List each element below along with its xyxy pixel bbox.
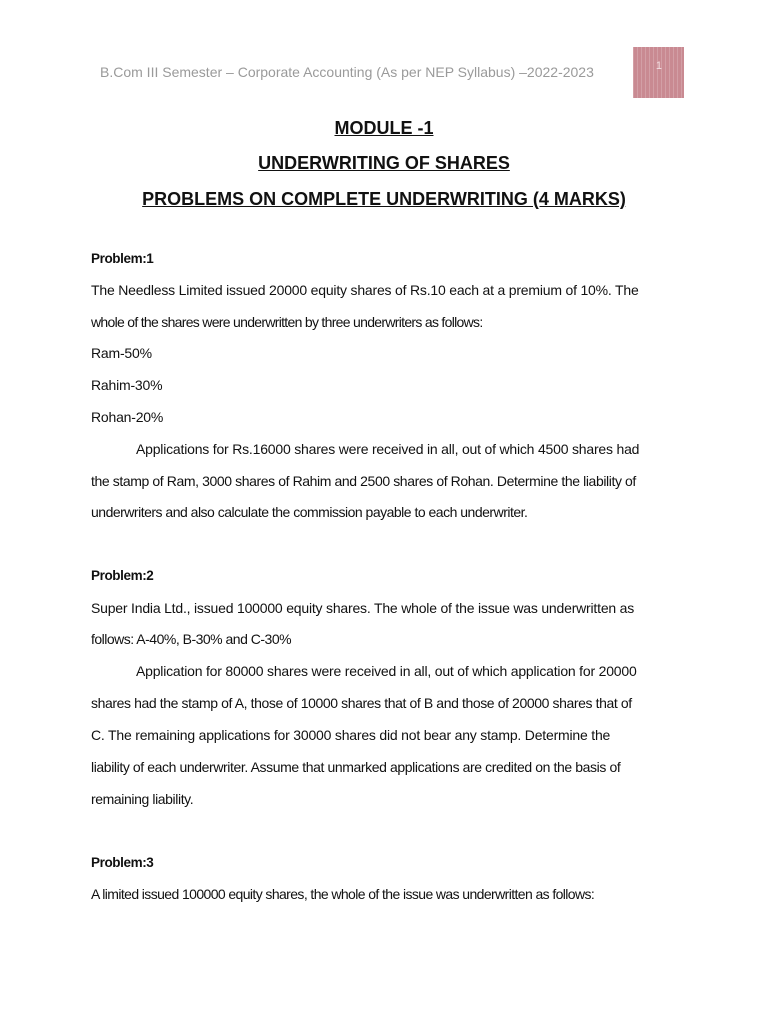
- subtopic-title: PROBLEMS ON COMPLETE UNDERWRITING (4 MARKS): [142, 189, 626, 209]
- problem-2-line: remaining liability.: [91, 791, 194, 807]
- problem-1-heading: Problem:1: [91, 251, 154, 266]
- problem-1-line: The Needless Limited issued 20000 equity shares of Rs.10 each at a premium of 10%. The: [91, 282, 639, 298]
- page-number: 1: [655, 60, 662, 72]
- module-title: MODULE -1: [334, 118, 434, 138]
- problem-2-heading: Problem:2: [91, 568, 154, 583]
- problem-1-line: Applications for Rs.16000 shares were received in all, out of which 4500 shares had: [136, 441, 640, 457]
- problem-1-line: Rohan-20%: [91, 409, 164, 425]
- problem-3-line: A limited issued 100000 equity shares, the whole of the issue was underwritten as follows:: [91, 886, 595, 902]
- problem-1-line: underwriters and also calculate the commission payable to each underwriter.: [91, 504, 528, 520]
- problem-1-line: Rahim-30%: [91, 377, 163, 393]
- problem-3-heading: Problem:3: [91, 855, 154, 870]
- topic-title: UNDERWRITING OF SHARES: [258, 153, 510, 173]
- problem-2-line: liability of each underwriter. Assume that unmarked applications are credited on the basis of: [91, 759, 621, 775]
- running-header: B.Com III Semester – Corporate Accounting (As per NEP Syllabus) –2022-2023: [100, 64, 594, 80]
- page-number-badge: [633, 47, 684, 98]
- problem-2-line: follows: A-40%, B-30% and C-30%: [91, 631, 292, 647]
- problem-1-line: Ram-50%: [91, 345, 152, 361]
- problem-2-line: C. The remaining applications for 30000 shares did not bear any stamp. Determine the: [91, 727, 611, 743]
- problem-2-line: Super India Ltd., issued 100000 equity shares. The whole of the issue was underwritten as: [91, 600, 635, 616]
- problem-2-line: Application for 80000 shares were received in all, out of which application for 20000: [136, 663, 637, 679]
- problem-1-line: whole of the shares were underwritten by three underwriters as follows:: [91, 314, 483, 330]
- problem-2-line: shares had the stamp of A, those of 10000 shares that of B and those of 20000 shares that of: [91, 695, 632, 711]
- problem-1-line: the stamp of Ram, 3000 shares of Rahim and 2500 shares of Rohan. Determine the liability of: [91, 473, 636, 489]
